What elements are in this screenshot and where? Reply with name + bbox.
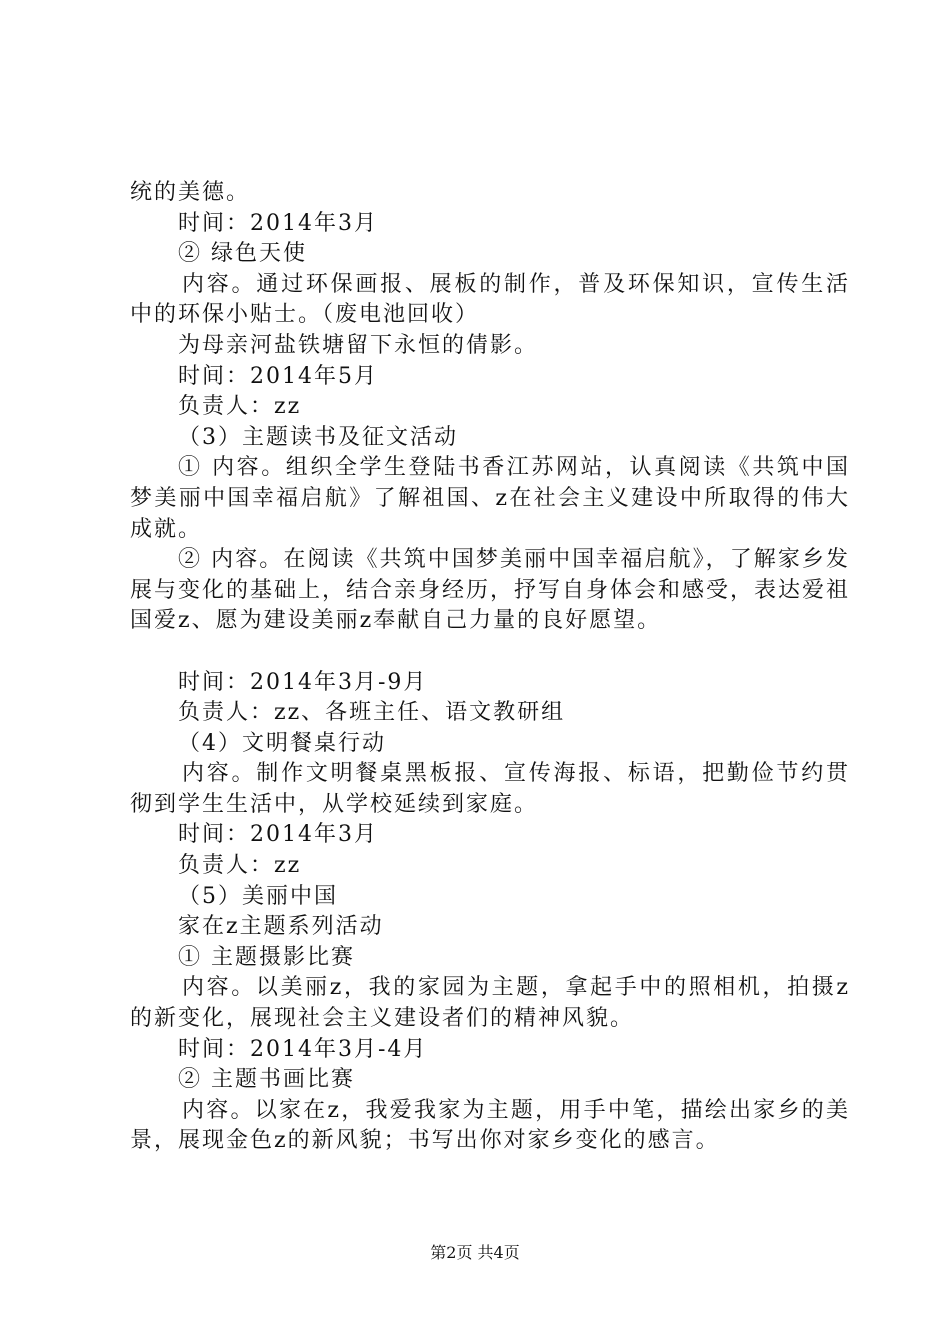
section-heading: ① 主题摄影比赛 xyxy=(178,944,355,970)
time-line: 时间：2014年3月-4月 xyxy=(178,1036,428,1062)
page-footer: 第2页 共4页 xyxy=(430,1243,520,1262)
section-heading: （4）文明餐桌行动 xyxy=(178,730,386,756)
content-paragraph: 内容。以美丽z，我的家园为主题，拿起手中的照相机，拍摄z的新变化，展现社会主义建设者们的精神风貌。 xyxy=(130,975,850,1032)
owner-line: 负责人：zz xyxy=(178,853,302,879)
text-line: 为母亲河盐铁塘留下永恒的倩影。 xyxy=(178,332,539,358)
content-paragraph: ② 内容。在阅读《共筑中国梦美丽中国幸福启航》，了解家乡发展与变化的基础上，结合亲身经历，抒写自身体会和感受，表达爱祖国爱z、愿为建设美丽z奉献自己力量的良好愿望。 xyxy=(130,547,851,634)
section-subheading: 家在z主题系列活动 xyxy=(178,914,384,940)
content-paragraph: 内容。制作文明餐桌黑板报、宣传海报、标语，把勤俭节约贯彻到学生生活中，从学校延续到家庭。 xyxy=(130,761,850,817)
owner-line: 负责人：zz、各班主任、语文教研组 xyxy=(178,700,566,726)
section-heading: ② 主题书画比赛 xyxy=(178,1067,355,1093)
owner-line: 负责人：zz xyxy=(178,394,302,420)
section-heading: ② 绿色天使 xyxy=(178,241,307,267)
text-line: 统的美德。 xyxy=(130,180,251,205)
content-paragraph: ① 内容。组织全学生登陆书香江苏网站，认真阅读《共筑中国梦美丽中国幸福启航》了解祖国、z在社会主义建设中所取得的伟大成就。 xyxy=(130,455,850,542)
time-line: 时间：2014年5月 xyxy=(178,363,378,389)
content-paragraph: 内容。通过环保画报、展板的制作，普及环保知识，宣传生活中的环保小贴士。（废电池回收） xyxy=(130,271,850,328)
time-line: 时间：2014年3月 xyxy=(178,210,378,236)
document-body xyxy=(130,178,850,1157)
time-line: 时间：2014年3月-9月 xyxy=(178,669,428,695)
section-heading: （3）主题读书及征文活动 xyxy=(178,424,458,450)
content-paragraph: 内容。以家在z，我爱我家为主题，用手中笔，描绘出家乡的美景，展现金色z的新风貌；书写出你对家乡变化的感言。 xyxy=(130,1097,850,1154)
section-heading: （5）美丽中国 xyxy=(178,883,338,909)
blank-line xyxy=(130,637,850,668)
time-line: 时间：2014年3月 xyxy=(178,822,378,848)
